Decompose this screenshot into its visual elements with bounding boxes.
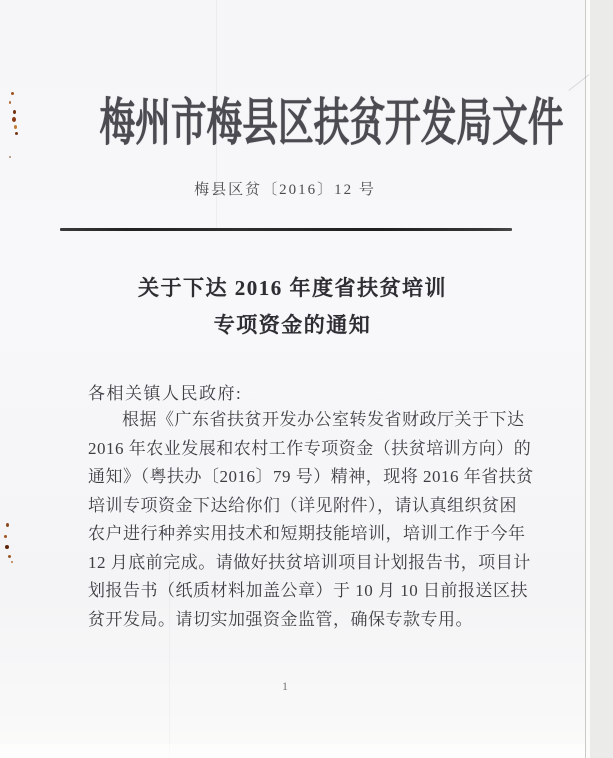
rust-stain xyxy=(11,92,14,95)
document-title-line1: 关于下达 2016 年度省扶贫培训 xyxy=(138,276,447,300)
document-reference-number: 梅县区贫〔2016〕12 号 xyxy=(194,182,376,198)
scan-bottom-shade xyxy=(0,744,585,758)
rust-stain xyxy=(5,545,9,549)
salutation: 各相关镇人民政府: xyxy=(88,384,243,403)
body-line: 贫开发局。请切实加强资金监管，确保专款专用。 xyxy=(88,609,473,629)
body-line: 2016 年农业发展和农村工作专项资金（扶贫培训方向）的 xyxy=(88,438,532,458)
body-line: 根据《广东省扶贫开发办公室转发省财政厅关于下达 xyxy=(122,410,525,429)
scan-edge-highlight xyxy=(586,0,590,758)
agency-masthead-text: 梅州市梅县区扶贫开发局文件 xyxy=(99,96,564,152)
rust-stain xyxy=(9,156,11,158)
body-line: 农户进行种养实用技术和短期技能培训，培训工作于今年 xyxy=(88,524,526,543)
rust-stain xyxy=(4,535,7,538)
page-number: 1 xyxy=(282,679,288,693)
body-line: 12 月底前完成。请做好扶贫培训项目计划报告书，项目计 xyxy=(88,552,531,572)
document-title-line2: 专项资金的通知 xyxy=(213,313,372,337)
body-line: 培训专项资金下达给你们（详见附件），请认真组织贫困 xyxy=(88,495,517,515)
body-line: 通知》（粤扶办〔2016〕79 号）精神，现将 2016 年省扶贫 xyxy=(88,467,534,486)
rust-stain xyxy=(8,555,11,558)
rust-stain xyxy=(11,561,13,563)
rust-stain xyxy=(6,523,9,527)
body-paragraph xyxy=(88,406,534,634)
body-line: 划报告书（纸质材料加盖公章）于 10 月 10 日前报送区扶 xyxy=(88,581,528,600)
masthead-separator-rule xyxy=(60,228,512,231)
agency-masthead xyxy=(0,96,585,152)
